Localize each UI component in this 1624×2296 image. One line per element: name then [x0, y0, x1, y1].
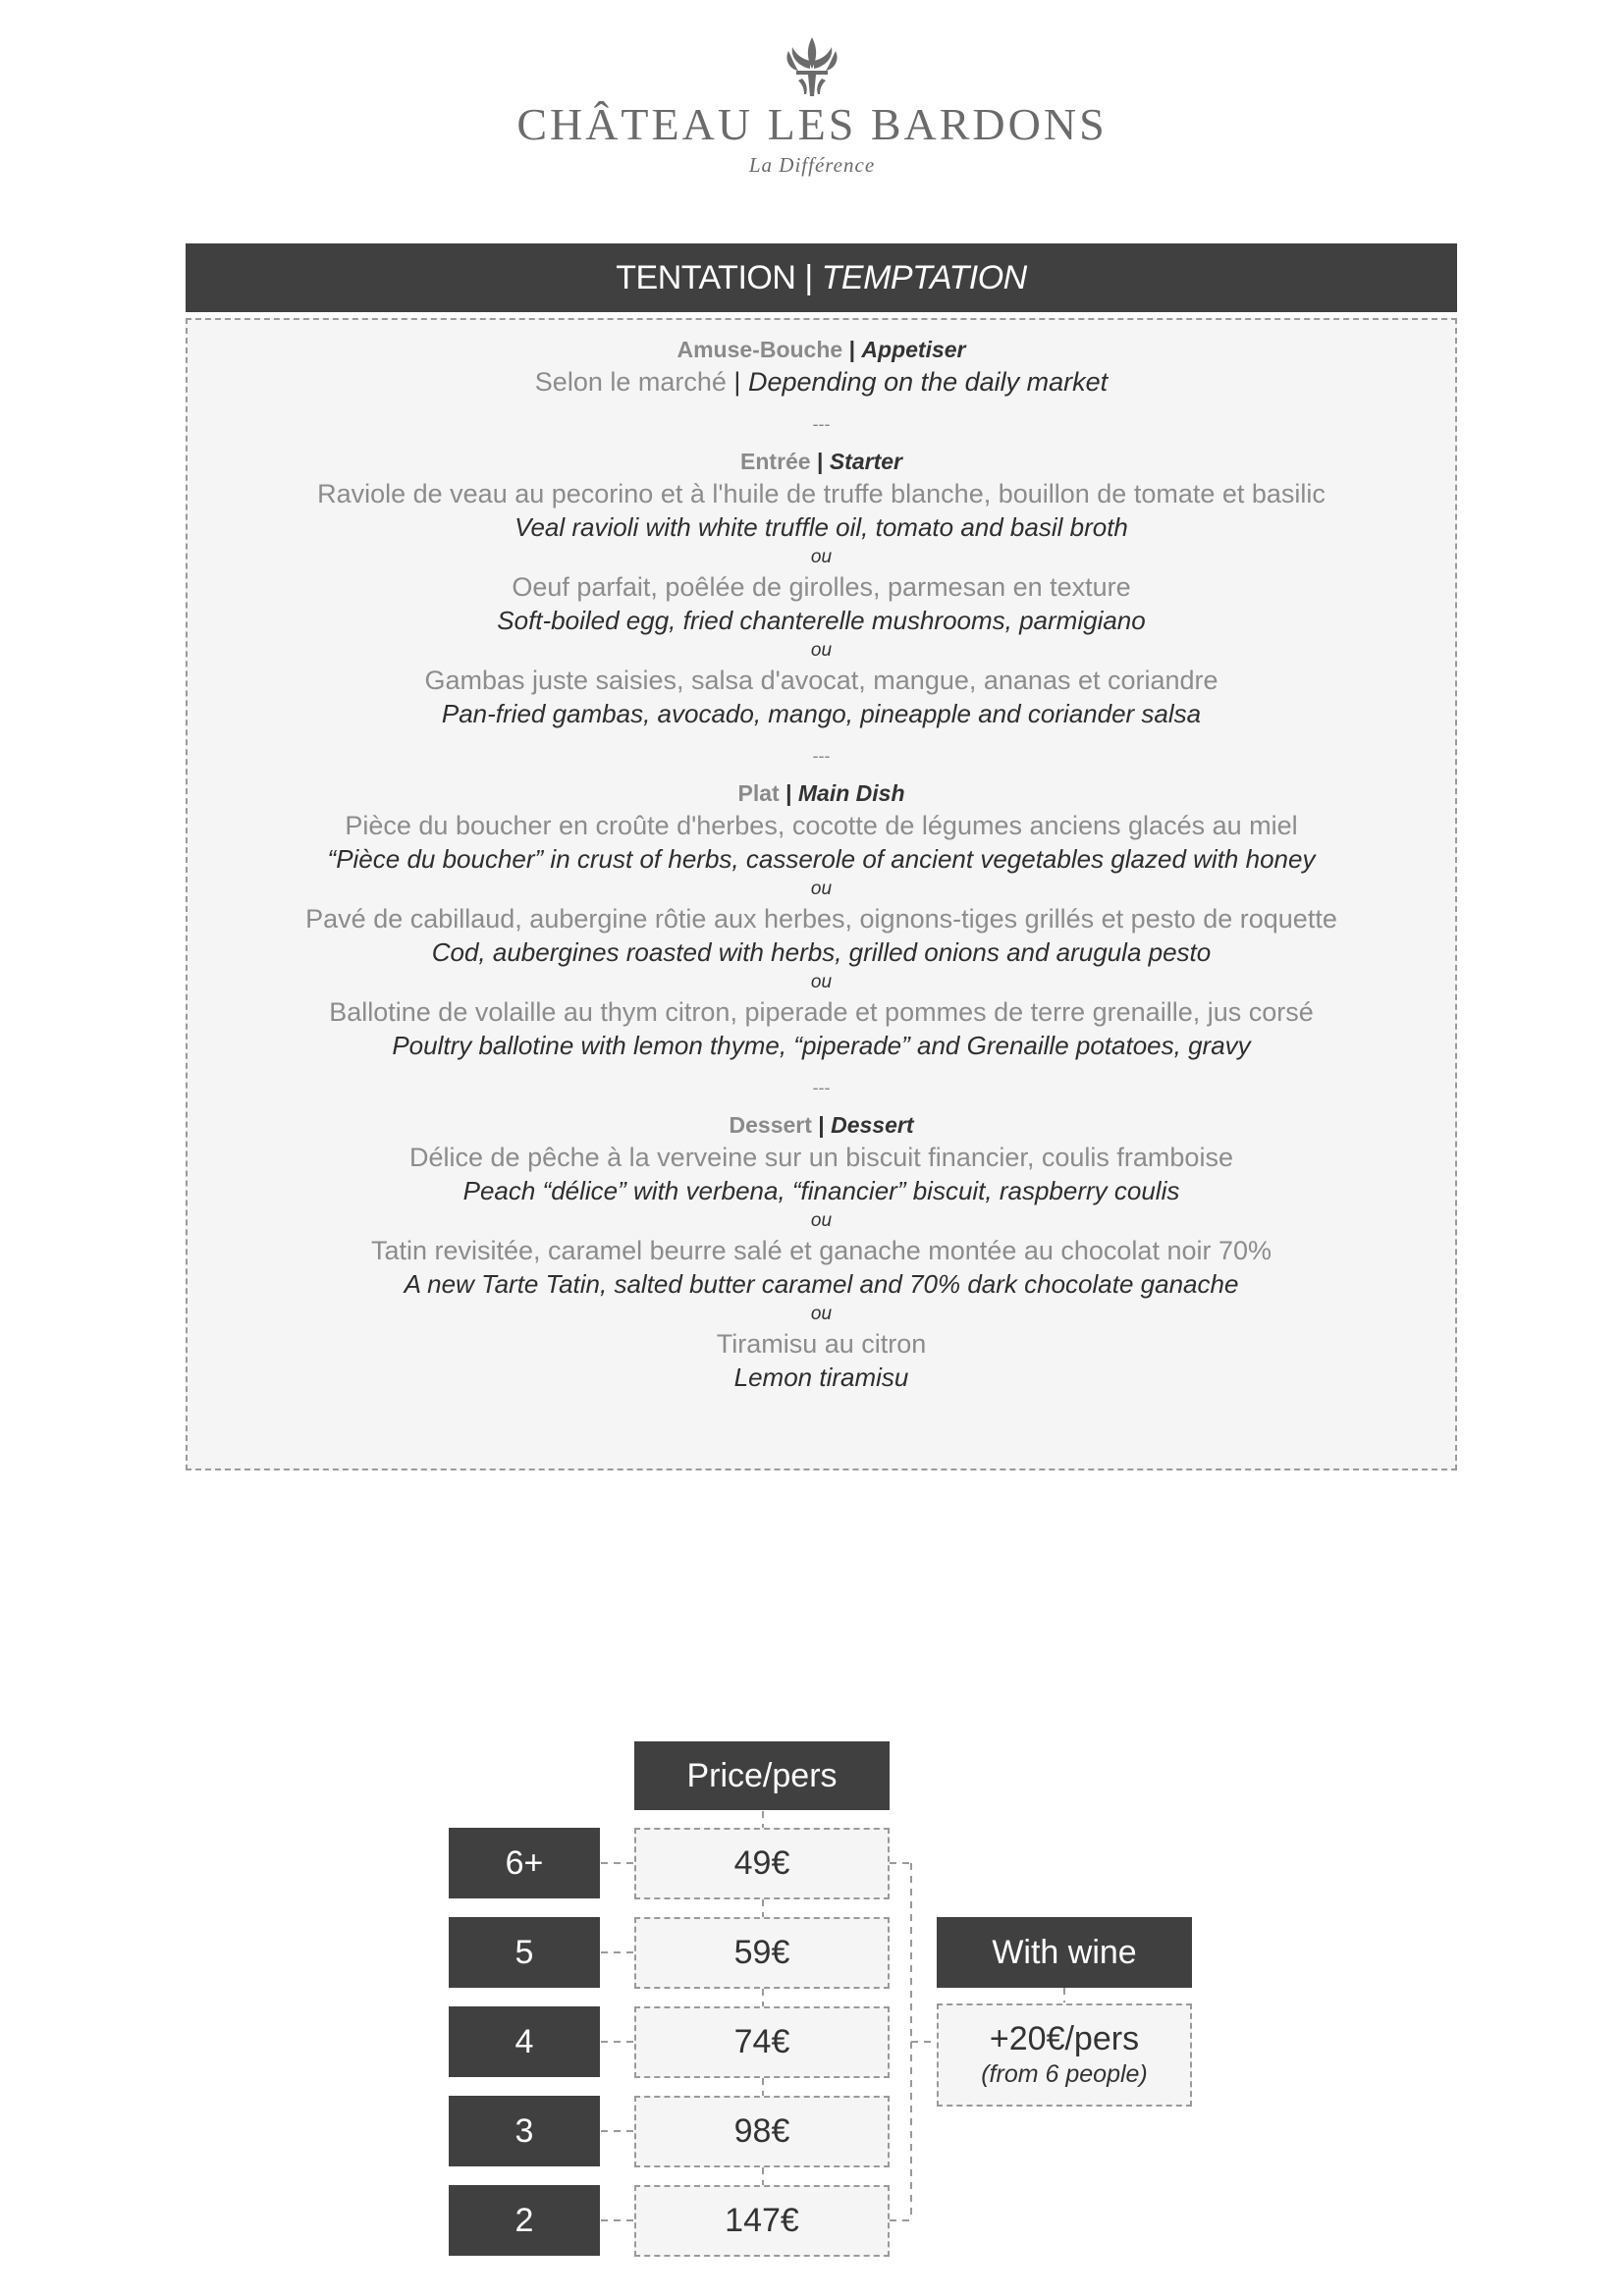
wine-price-box	[937, 2003, 1192, 2107]
dish-sep: |	[733, 367, 741, 397]
course-title-fr: Dessert	[729, 1112, 812, 1138]
course-title-sep: |	[848, 337, 856, 362]
dish-fr: Délice de pêche à la verveine sur un biscuit financier, coulis framboise	[409, 1143, 1233, 1172]
course-title-en: Starter	[829, 449, 902, 474]
or-separator: ou	[810, 1210, 833, 1231]
or-separator: ou	[810, 640, 833, 661]
dish-en: Cod, aubergines roasted with herbs, grilled onions and arugula pesto	[431, 937, 1212, 967]
people-count-4: 4	[449, 2006, 600, 2077]
dish-fr: Tatin revisitée, caramel beurre salé et ganache montée au chocolat noir 70%	[370, 1236, 1272, 1265]
menu-title-sep: |	[804, 258, 813, 296]
people-count-5: 5	[449, 1917, 600, 1988]
people-count-6plus: 6+	[449, 1828, 600, 1898]
dish-en: A new Tarte Tatin, salted butter caramel and 70% dark chocolate ganache	[404, 1269, 1239, 1299]
dish-en: Pan-fried gambas, avocado, mango, pineapple and coriander salsa	[441, 699, 1202, 728]
or-separator: ou	[810, 879, 833, 899]
brand-name: CHÂTEAU LES BARDONS	[516, 99, 1108, 149]
menu-title-en: TEMPTATION	[821, 258, 1027, 296]
course-title-sep: |	[817, 449, 824, 474]
course-divider: ---	[812, 746, 831, 766]
course-title-fr: Plat	[737, 780, 780, 806]
dish-en: Veal ravioli with white truffle oil, tomato and basil broth	[514, 512, 1128, 542]
course-title-en: Appetiser	[861, 337, 966, 362]
dish-en: Soft-boiled egg, fried chanterelle mushrooms, parmigiano	[497, 606, 1146, 635]
dish-fr: Pièce du boucher en croûte d'herbes, cocotte de légumes anciens glacés au miel	[345, 811, 1298, 840]
price-3: 98€	[634, 2096, 890, 2167]
or-separator: ou	[810, 547, 833, 567]
course-divider: ---	[812, 414, 831, 434]
menu-title-fr: TENTATION	[616, 258, 796, 296]
course-title-fr: Amuse-Bouche	[677, 337, 843, 362]
price-6plus: 49€	[634, 1828, 890, 1899]
dish-fr: Pavé de cabillaud, aubergine rôtie aux herbes, oignons-tiges grillés et pesto de roquette	[305, 904, 1337, 934]
dish-fr: Oeuf parfait, poêlée de girolles, parmesan en texture	[512, 572, 1131, 602]
course-divider: ---	[812, 1078, 831, 1097]
course-title-en: Dessert	[831, 1112, 914, 1138]
dish-en: Poultry ballotine with lemon thyme, “piperade” and Grenaille potatoes, gravy	[392, 1031, 1251, 1060]
wine-note: (from 6 people)	[981, 2060, 1148, 2088]
course-title-sep: |	[818, 1112, 825, 1138]
price-4: 74€	[634, 2006, 890, 2078]
or-separator: ou	[810, 1304, 833, 1324]
wine-header: With wine	[937, 1917, 1192, 1988]
course-title-en: Main Dish	[797, 780, 905, 806]
dish-fr: Selon le marché	[534, 367, 727, 397]
people-count-3: 3	[449, 2096, 600, 2166]
dish-fr: Ballotine de volaille au thym citron, piperade et pommes de terre grenaille, jus corsé	[329, 997, 1314, 1027]
people-count-2: 2	[449, 2185, 600, 2256]
brand-tagline: La Différence	[748, 153, 876, 177]
price-header: Price/pers	[634, 1741, 890, 1810]
dish-fr: Gambas juste saisies, salsa d'avocat, mangue, ananas et coriandre	[424, 666, 1218, 695]
dish-fr: Raviole de veau au pecorino et à l'huile de truffe blanche, bouillon de tomate et basilic	[317, 479, 1326, 508]
dish-en: “Pièce du boucher” in crust of herbs, casserole of ancient vegetables glazed with honey	[327, 844, 1316, 874]
wine-price: +20€/pers	[989, 2020, 1140, 2057]
or-separator: ou	[810, 972, 833, 992]
dish-en: Peach “délice” with verbena, “financier” biscuit, raspberry coulis	[462, 1176, 1180, 1205]
dish-en: Depending on the daily market	[747, 367, 1109, 397]
course-title-fr: Entrée	[740, 449, 811, 474]
course-title-sep: |	[785, 780, 792, 806]
price-5: 59€	[634, 1917, 890, 1989]
dish-fr: Tiramisu au citron	[716, 1329, 927, 1359]
price-2: 147€	[634, 2185, 890, 2257]
dish-en: Lemon tiramisu	[733, 1362, 909, 1392]
